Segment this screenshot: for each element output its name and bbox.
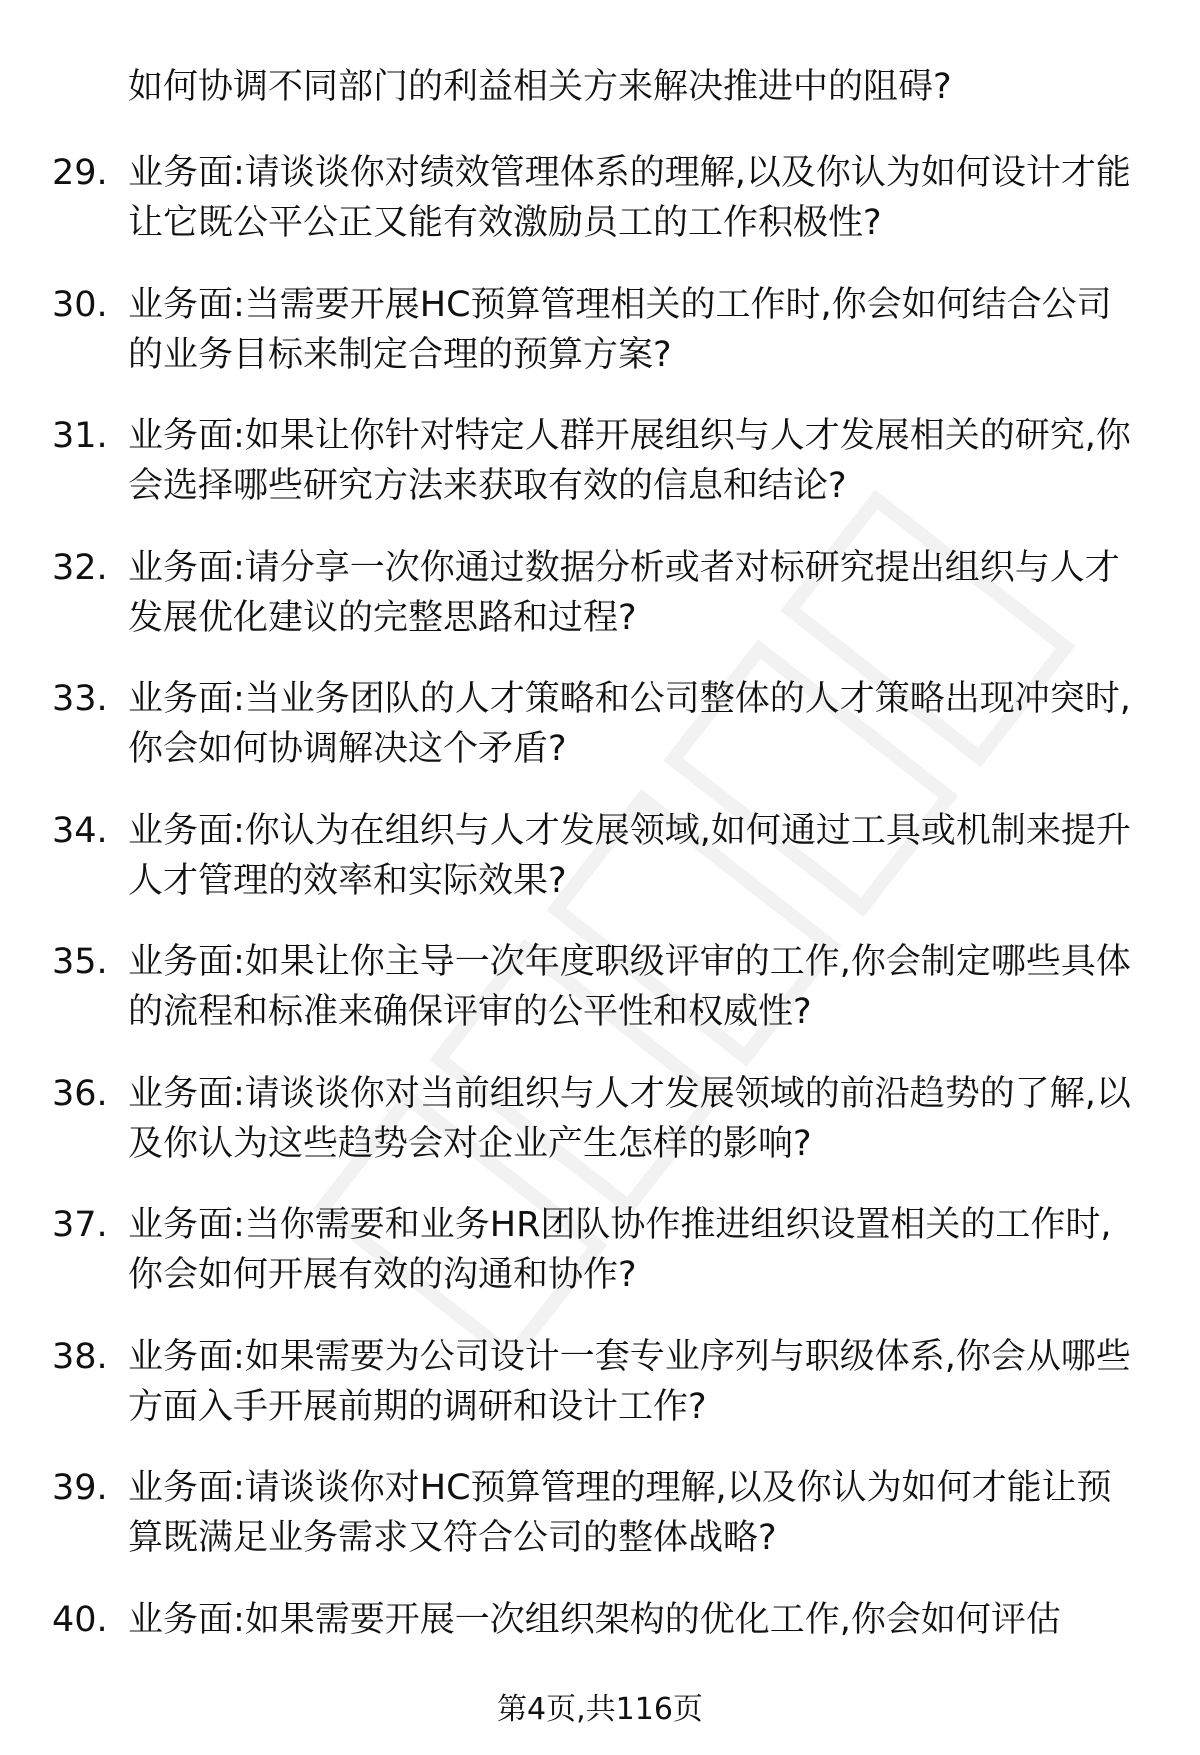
question-item bbox=[0, 543, 1200, 675]
question-text: 业务面:当需要开展HC预算管理相关的工作时,你会如何结合公司的业务目标来制定合理的预算方案? bbox=[128, 284, 1112, 375]
question-number: 34. bbox=[52, 810, 108, 851]
question-item bbox=[0, 1332, 1200, 1464]
question-text: 业务面:请谈谈你对HC预算管理的理解,以及你认为如何才能让预算既满足业务需求又符合公司的整体战略? bbox=[128, 1468, 1112, 1558]
question-number: 38. bbox=[52, 1336, 108, 1377]
question-list bbox=[0, 148, 1200, 1726]
question-item bbox=[0, 148, 1200, 280]
question-item bbox=[0, 411, 1200, 543]
question-item bbox=[0, 1463, 1200, 1595]
question-text: 业务面:如果需要开展一次组织架构的优化工作,你会如何评估 bbox=[128, 1599, 1061, 1640]
question-item bbox=[0, 674, 1200, 806]
question-number: 40. bbox=[52, 1599, 108, 1640]
question-text: 业务面:请分享一次你通过数据分析或者对标研究提出组织与人才发展优化建议的完整思路和过程? bbox=[128, 547, 1120, 638]
question-item bbox=[0, 1069, 1200, 1201]
question-text: 业务面:当业务团队的人才策略和公司整体的人才策略出现冲突时,你会如何协调解决这个矛盾? bbox=[128, 679, 1131, 769]
question-number: 33. bbox=[52, 679, 108, 719]
page-footer: 第4页,共116页 bbox=[497, 1692, 703, 1727]
question-item bbox=[0, 280, 1200, 412]
question-number: 32. bbox=[52, 547, 108, 588]
question-text: 业务面:如果需要为公司设计一套专业序列与职级体系,你会从哪些方面入手开展前期的调研和设计工作? bbox=[128, 1336, 1131, 1427]
question-text: 业务面:如果让你主导一次年度职级评审的工作,你会制定哪些具体的流程和标准来确保评审的公平性和权威性? bbox=[128, 942, 1131, 1032]
question-number: 36. bbox=[52, 1073, 108, 1114]
question-number: 29. bbox=[52, 153, 108, 193]
question-item bbox=[0, 806, 1200, 938]
question-number: 39. bbox=[52, 1468, 108, 1508]
question-text: 业务面:如果让你针对特定人群开展组织与人才发展相关的研究,你会选择哪些研究方法来获取有效的信息和结论? bbox=[128, 416, 1131, 506]
continuation-text: 如何协调不同部门的利益相关方来解决推进中的阻碍? bbox=[128, 67, 952, 107]
question-text: 业务面:请谈谈你对当前组织与人才发展领域的前沿趋势的了解,以及你认为这些趋势会对企业产生怎样的影响? bbox=[128, 1073, 1131, 1164]
question-number: 31. bbox=[52, 416, 108, 456]
question-text: 业务面:你认为在组织与人才发展领域,如何通过工具或机制来提升人才管理的效率和实际效果? bbox=[128, 810, 1131, 901]
question-text: 业务面:请谈谈你对绩效管理体系的理解,以及你认为如何设计才能让它既公平公正又能有效激励员工的工作积极性? bbox=[128, 153, 1131, 243]
question-text: 业务面:当你需要和业务HR团队协作推进组织设置相关的工作时,你会如何开展有效的沟通和协作? bbox=[128, 1205, 1112, 1295]
question-item bbox=[0, 1200, 1200, 1332]
question-number: 37. bbox=[52, 1205, 108, 1245]
question-number: 30. bbox=[52, 284, 108, 325]
question-number: 35. bbox=[52, 942, 108, 982]
question-item bbox=[0, 937, 1200, 1069]
